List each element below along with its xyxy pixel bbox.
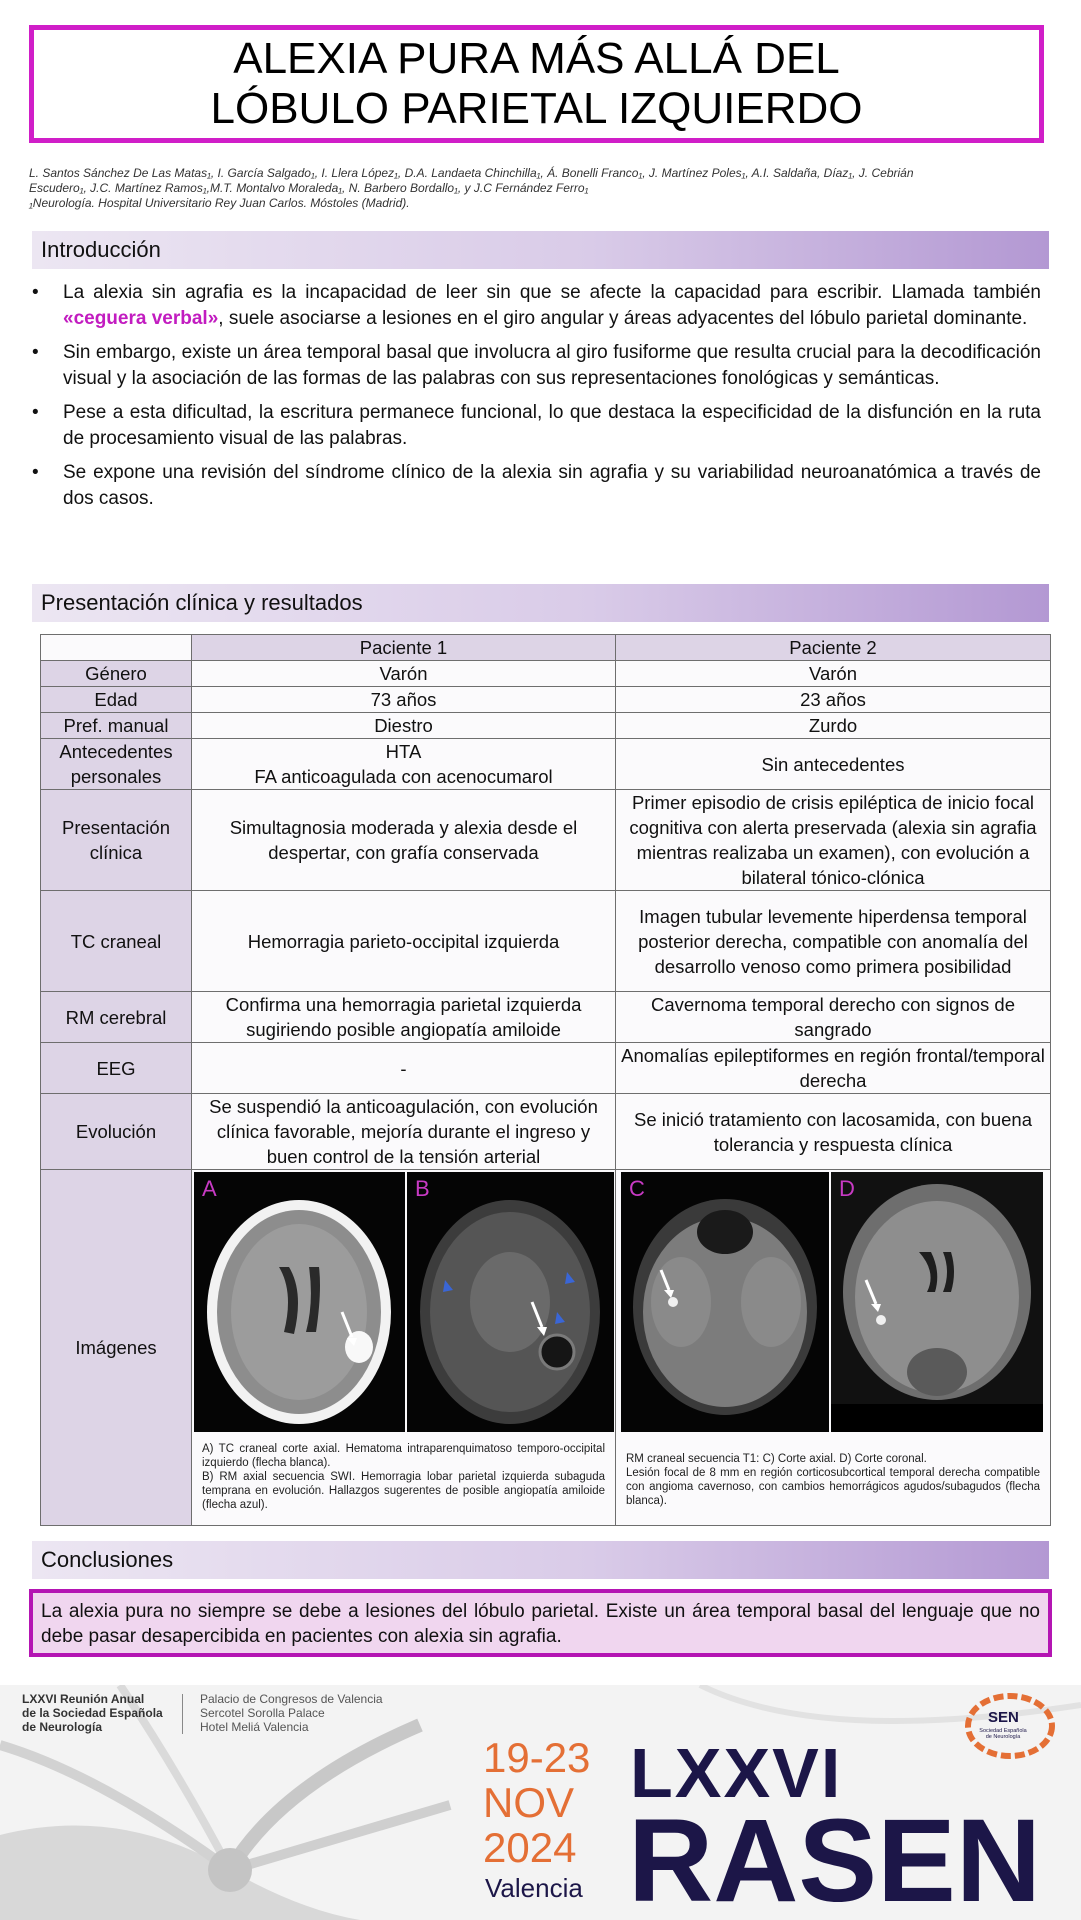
cell-pref-p2: Zurdo <box>616 713 1051 739</box>
image-letter-b: B <box>415 1176 430 1201</box>
row-label-genero: Género <box>41 661 192 687</box>
poster-title <box>29 25 1044 143</box>
row-label-tc: TC craneal <box>41 891 192 992</box>
cell-genero-p1: Varón <box>192 661 616 687</box>
presentacion-label-2: clínica <box>89 842 143 863</box>
header-patient-2: Paciente 2 <box>616 635 1051 661</box>
swi-scan-image <box>407 1172 614 1432</box>
image-letter-c: C <box>629 1176 645 1201</box>
sen-logo-text: SEN <box>988 1709 1019 1726</box>
intro-bullet-1 <box>30 280 1041 331</box>
intro-list <box>30 280 1041 520</box>
event-month: NOV <box>483 1779 575 1826</box>
t1-axial-image <box>621 1172 829 1432</box>
event-days: 19-23 <box>483 1734 591 1781</box>
row-label-pref: Pref. manual <box>41 713 192 739</box>
venue-line-1: Palacio de Congresos de Valencia <box>200 1692 383 1706</box>
table-row <box>41 790 1051 891</box>
section-conclusions-header: Conclusiones <box>32 1541 1049 1579</box>
intro-b1-pre: La alexia sin agrafia es la incapacidad de leer sin que se afecte la capacidad para escribir. Llamada también <box>63 282 1041 303</box>
caption-2-line-2: Lesión focal de 8 mm en región corticosubcortical temporal derecha compatible con angioma cavernoso, con cambios hemorrágicos agudos/subagudos (flecha blanca). <box>626 1467 1040 1507</box>
intro-b1-highlight: «ceguera verbal» <box>63 307 219 329</box>
event-city: Valencia <box>485 1873 583 1903</box>
antecedentes-label-2: personales <box>70 766 162 787</box>
cell-presentacion-p2: Primer episodio de crisis epiléptica de inicio focal cognitiva con alerta preservada (alexia sin agrafia mientras realizaba un examen), con evolución a bilateral tónico-clónica <box>616 790 1051 891</box>
caption-patient-1 <box>202 1442 605 1512</box>
cell-presentacion-p1: Simultagnosia moderada y alexia desde el despertar, con grafía conservada <box>192 790 616 891</box>
caption-1-line-1: A) TC craneal corte axial. Hematoma intraparenquimatoso temporo-occipital izquierdo (flecha blanca). <box>202 1443 605 1469</box>
cell-antecedentes-p1 <box>192 739 616 790</box>
caption-2-line-1: RM craneal secuencia T1: C) Corte axial. D) Corte coronal. <box>626 1453 927 1465</box>
row-label-eeg: EEG <box>41 1043 192 1094</box>
cell-genero-p2: Varón <box>616 661 1051 687</box>
cell-edad-p2: 23 años <box>616 687 1051 713</box>
cell-tc-p1: Hemorragia parieto-occipital izquierda <box>192 891 616 992</box>
footer-banner <box>0 1685 1081 1920</box>
table-row <box>41 891 1051 992</box>
cell-eeg-p1: - <box>192 1043 616 1094</box>
venue-list <box>200 1692 383 1734</box>
cell-evolucion-p2: Se inició tratamiento con lacosamida, con buena tolerancia y respuesta clínica <box>616 1094 1051 1170</box>
meeting-name <box>22 1692 163 1734</box>
row-label-presentacion <box>41 790 192 891</box>
table-row <box>41 1094 1051 1170</box>
cases-table <box>40 634 1051 1526</box>
title-line-2: LÓBULO PARIETAL IZQUIERDO <box>210 84 863 133</box>
caption-patient-2 <box>626 1452 1040 1508</box>
authors-block <box>29 166 1049 211</box>
cell-eeg-p2: Anomalías epileptiformes en región frontal/temporal derecha <box>616 1043 1051 1094</box>
intro-bullet-3: • Pese a esta dificultad, la escritura permanece funcional, lo que destaca la especificidad de la disfunción en la ruta de procesamiento visual de las palabras. <box>30 400 1041 451</box>
intro-bullet-2: • Sin embargo, existe un área temporal basal que involucra al giro fusiforme que resulta crucial para la decodificación visual y la asociación de las formas de las palabras con sus representaciones fonológicas y semánticas. <box>30 340 1041 391</box>
cell-pref-p1: Diestro <box>192 713 616 739</box>
caption-1-line-2: B) RM axial secuencia SWI. Hemorragia lobar parietal izquierda subaguda temprana en evolución. Hallazgos sugerentes de posible angiopatía amiloide (flecha azul). <box>202 1471 605 1511</box>
table-row <box>41 739 1051 790</box>
meeting-line-3: de Neurología <box>22 1720 103 1734</box>
image-letter-d: D <box>839 1176 855 1201</box>
cell-tc-p2: Imagen tubular levemente hiperdensa temporal posterior derecha, compatible con anomalía del desarrollo venoso como primera posibilidad <box>616 891 1051 992</box>
cell-images-p2 <box>616 1170 1051 1526</box>
t1-coronal-image <box>831 1172 1043 1432</box>
table-row <box>41 992 1051 1043</box>
event-year: 2024 <box>483 1824 577 1871</box>
intro-bullet-4: • Se expone una revisión del síndrome clínico de la alexia sin agrafia y su variabilidad neuroanatómica a través de dos casos. <box>30 460 1041 511</box>
meeting-line-1: LXXVI Reunión Anual <box>22 1692 145 1706</box>
table-row <box>41 661 1051 687</box>
header-patient-1: Paciente 1 <box>192 635 616 661</box>
row-label-antecedentes <box>41 739 192 790</box>
row-label-imagenes: Imágenes <box>41 1170 192 1526</box>
meeting-line-2: de la Sociedad Española <box>22 1706 163 1720</box>
cell-antecedentes-p2: Sin antecedentes <box>616 739 1051 790</box>
cell-edad-p1: 73 años <box>192 687 616 713</box>
cell-rm-p2: Cavernoma temporal derecho con signos de sangrado <box>616 992 1051 1043</box>
authors-line-2: Escudero₁, J.C. Martínez Ramos₁,M.T. Montalvo Moraleda₁, N. Barbero Bordallo₁, y J.C Fernández Ferro₁ <box>29 181 589 195</box>
table-row <box>41 687 1051 713</box>
table-header-row <box>41 635 1051 661</box>
ct-scan-image <box>194 1172 405 1432</box>
table-row-images <box>41 1170 1051 1526</box>
venue-line-2: Sercotel Sorolla Palace <box>200 1706 325 1720</box>
presentacion-label-1: Presentación <box>62 817 170 838</box>
table-row <box>41 1043 1051 1094</box>
antecedentes-p1-b: FA anticoagulada con acenocumarol <box>254 766 553 787</box>
row-label-edad: Edad <box>41 687 192 713</box>
title-line-1: ALEXIA PURA MÁS ALLÁ DEL <box>233 34 840 83</box>
row-label-evolucion: Evolución <box>41 1094 192 1170</box>
table-corner <box>41 635 192 661</box>
authors-line-1: L. Santos Sánchez De Las Matas₁, I. García Salgado₁, I. Llera López₁, D.A. Landaeta Chinchilla₁, Á. Bonelli Franco₁, J. Martínez Poles₁, A.I. Saldaña, Díaz₁, J. Cebrián <box>29 166 914 180</box>
event-edition: LXXVI <box>630 1734 843 1812</box>
conclusion-box: La alexia pura no siempre se debe a lesiones del lóbulo parietal. Existe un área temporal basal del lenguaje que no debe pasar desapercibida en pacientes con alexia sin agrafia. <box>29 1589 1052 1657</box>
cell-images-p1 <box>192 1170 616 1526</box>
table-row <box>41 713 1051 739</box>
image-letter-a: A <box>202 1176 217 1201</box>
affiliation: ₁Neurología. Hospital Universitario Rey Juan Carlos. Móstoles (Madrid). <box>29 196 410 210</box>
intro-b1-post: , suele asociarse a lesiones en el giro angular y áreas adyacentes del lóbulo parietal dominante. <box>218 307 1028 329</box>
antecedentes-p1-a: HTA <box>385 741 422 762</box>
venue-line-3: Hotel Meliá Valencia <box>200 1720 309 1734</box>
row-label-rm: RM cerebral <box>41 992 192 1043</box>
footer-divider <box>182 1694 183 1734</box>
sen-logo-subtitle: Sociedad Española de Neurología <box>979 1728 1027 1740</box>
event-dates <box>483 1735 590 1870</box>
cell-evolucion-p1: Se suspendió la anticoagulación, con evolución clínica favorable, mejoría durante el ingreso y buen control de la tensión arterial <box>192 1094 616 1170</box>
section-intro-header: Introducción <box>32 231 1049 269</box>
cell-rm-p1: Confirma una hemorragia parietal izquierda sugiriendo posible angiopatía amiloide <box>192 992 616 1043</box>
event-name: RASEN <box>628 1795 1042 1920</box>
section-results-header: Presentación clínica y resultados <box>32 584 1049 622</box>
antecedentes-label-1: Antecedentes <box>59 741 173 762</box>
